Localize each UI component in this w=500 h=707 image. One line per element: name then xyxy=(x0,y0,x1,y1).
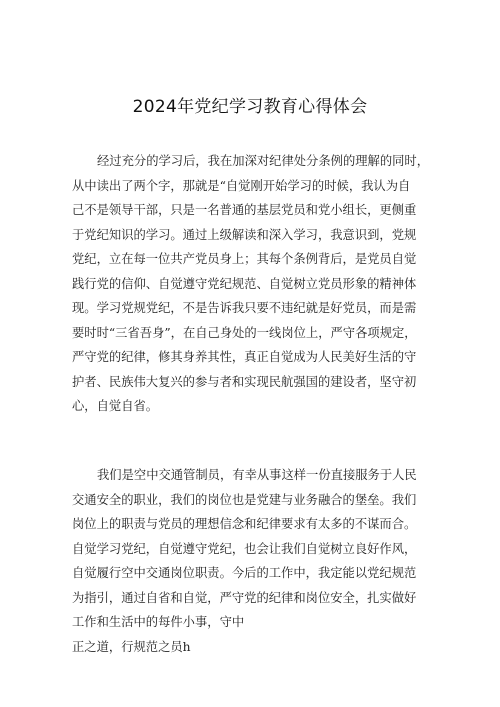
paragraph-line: 心，自觉自省。 xyxy=(72,399,159,413)
document-title: 2024年党纪学习教育心得体会 xyxy=(132,97,368,117)
paragraph-1 xyxy=(72,149,442,419)
paragraph-line: 经过充分的学习后，我在加深对纪律处分条例的理解的同时， xyxy=(97,154,430,168)
paragraph-line: 践行党的信仰、自觉遵守党纪规范、自觉树立党员形象的精神体 xyxy=(72,276,417,291)
paragraph-line: 党纪，立在每一位共产党员身上；其每个条例背后，是党员自觉 xyxy=(72,252,417,266)
paragraph-line: 工作和生活中的每件小事，守中 xyxy=(72,615,245,629)
paragraph-line: 己不是领导干部，只是一名普通的基层党员和党小组长，更侧重 xyxy=(72,203,417,217)
paragraph-line: 为指引，通过自省和自觉，严守党的纪律和岗位安全，扎实做好 xyxy=(72,590,417,605)
paragraph-line: 岗位上的职责与党员的理想信念和纪律要求有太多的不谋而合。 xyxy=(72,517,417,531)
paragraph-line: 自觉履行空中交通岗位职责。今后的工作中，我定能以党纪规范 xyxy=(72,566,417,580)
paragraph-line: 交通安全的职业，我们的岗位也是党建与业务融合的堡垒。我们 xyxy=(72,492,417,507)
paragraph-line: 严守党的纪律，修其身养其性，真正自觉成为人民美好生活的守 xyxy=(72,350,417,364)
paragraph-line: 于党纪知识的学习。通过上级解读和深入学习，我意识到，党规 xyxy=(72,227,417,242)
paragraph-2 xyxy=(72,463,442,659)
paragraph-line: 自觉学习党纪，自觉遵守党纪，也会让我们自觉树立良好作风， xyxy=(72,541,417,556)
paragraph-line: 从中读出了两个字，那就是“自觉刚开始学习的时候，我认为自 xyxy=(72,178,411,193)
paragraph-line: 正之道，行规范之员h xyxy=(72,639,191,654)
paragraph-line: 护者、民族伟大复兴的参与者和实现民航强国的建设者，坚守初 xyxy=(72,374,417,389)
paragraph-line: 要时时“三省吾身”，在自己身处的一线岗位上，严守各项规定， xyxy=(72,325,417,340)
paragraph-line: 我们是空中交通管制员，有幸从事这样一份直接服务于人民 xyxy=(97,468,417,482)
paragraph-line: 现。学习党规党纪，不是告诉我只要不违纪就是好党员，而是需 xyxy=(72,301,417,315)
